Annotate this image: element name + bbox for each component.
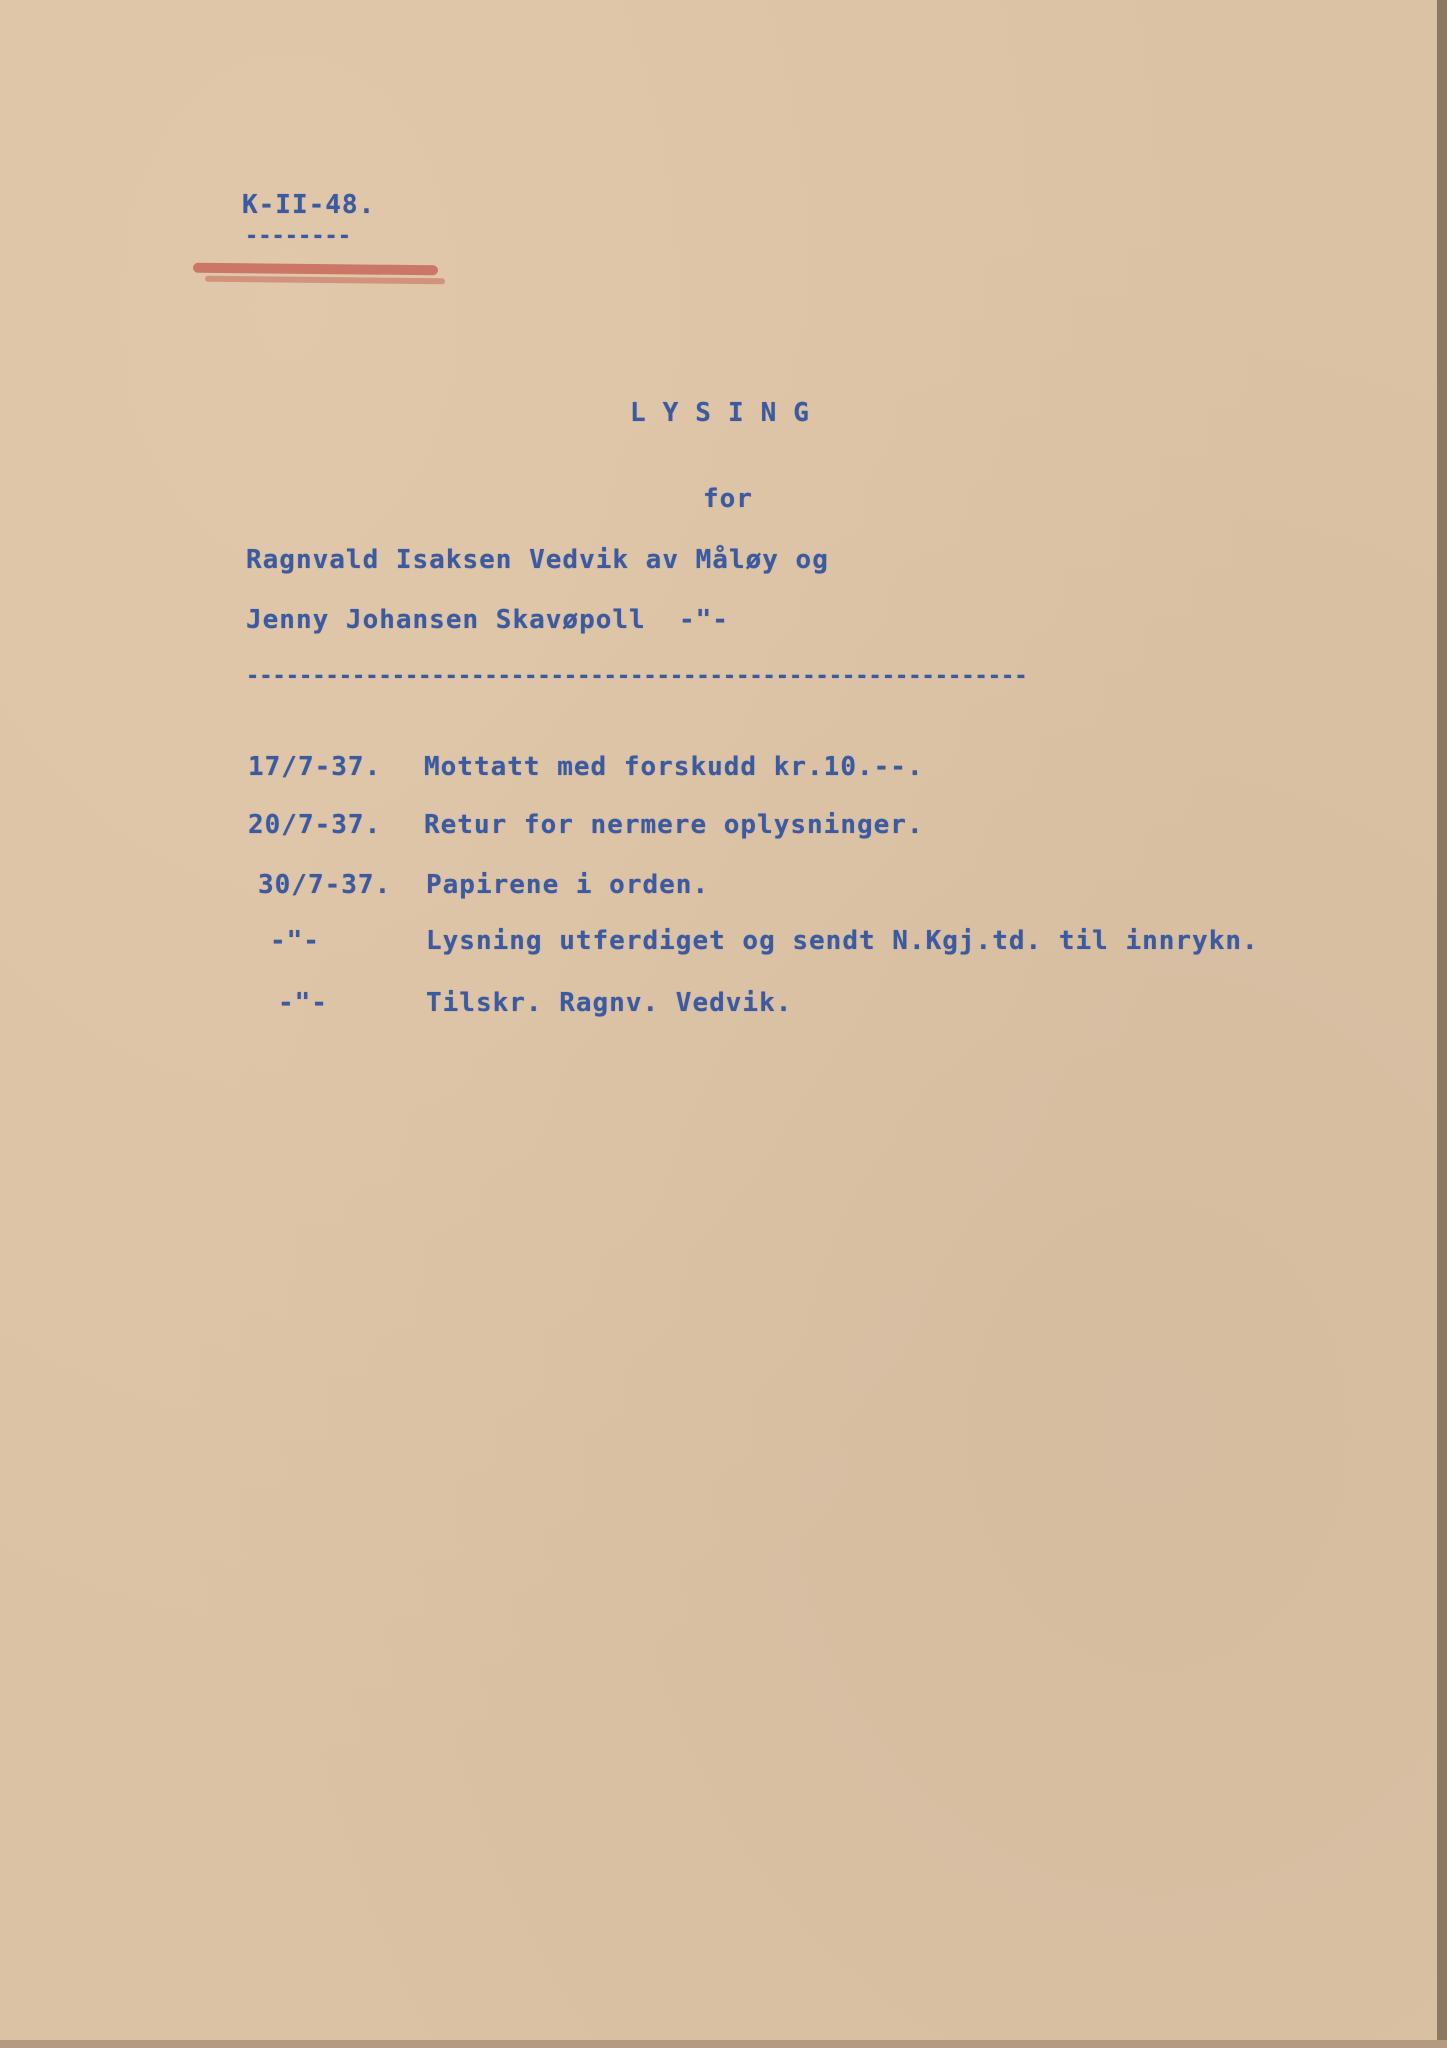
- paper-edge-right: [1437, 0, 1447, 2048]
- separator-line: -----------------------------------------------------------: [246, 664, 1028, 689]
- entry-date: 17/7-37.: [248, 752, 382, 782]
- entry-text: Lysning utferdiget og sendt N.Kgj.td. til innrykn.: [426, 926, 1259, 956]
- document-title: LYSING: [630, 398, 826, 428]
- red-pencil-mark: [193, 263, 438, 276]
- reference-underline: --------: [245, 224, 351, 249]
- entry-date: 20/7-37.: [248, 810, 382, 840]
- party-line-1: Ragnvald Isaksen Vedvik av Måløy og: [246, 545, 829, 575]
- paper-edge-bottom: [0, 2040, 1447, 2048]
- entry-text: Mottatt med forskudd kr.10.--.: [424, 752, 924, 782]
- entry-text: Retur for nermere oplysninger.: [424, 810, 924, 840]
- entry-text: Papirene i orden.: [426, 870, 710, 900]
- entry-date: -"-: [270, 926, 320, 956]
- party-line-2: Jenny Johansen Skavøpoll -"-: [246, 605, 729, 635]
- entry-text: Tilskr. Ragnv. Vedvik.: [426, 988, 793, 1018]
- red-pencil-mark-secondary: [205, 276, 445, 285]
- preposition-for: for: [703, 484, 753, 514]
- entry-date: 30/7-37.: [258, 870, 392, 900]
- reference-number: K-II-48.: [242, 190, 376, 220]
- entry-date: -"-: [278, 988, 328, 1018]
